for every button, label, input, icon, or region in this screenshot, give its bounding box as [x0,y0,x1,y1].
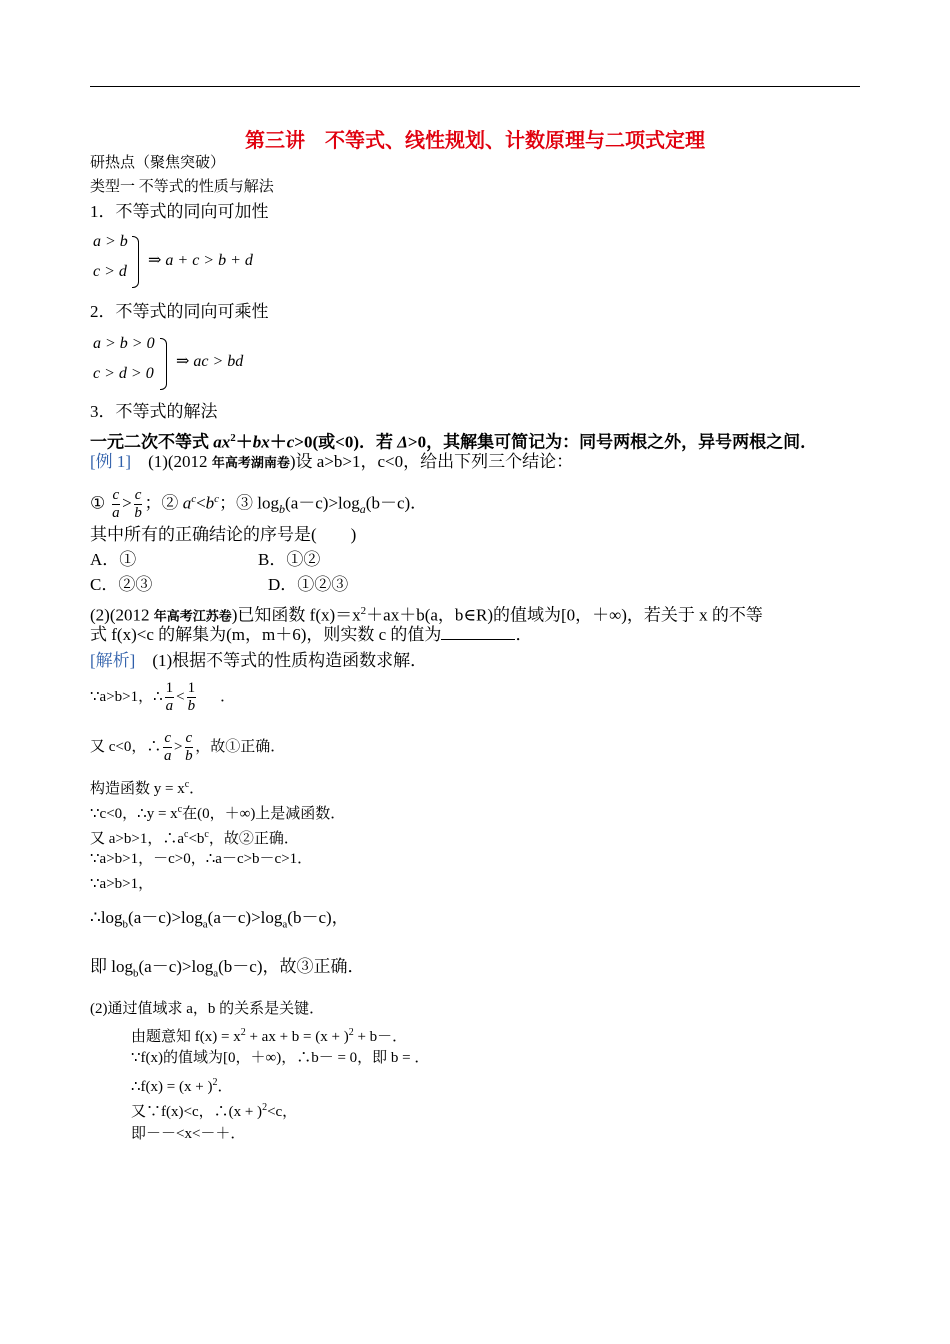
property-1-result: ⇒ a + c > b + d [148,252,253,269]
quadratic-rule: 一元二次不等式 $ax^2+bx+c>0$(或<0)．若 Δ>0，其解集可简记为：同号两根之外，异号两根之间． [90,432,818,452]
property-3-heading: 3．不等式的解法 [90,402,218,421]
step-8: $\therefore\log_b(a-c)>\log_a(a-c)>\log_a(b-c)$， [90,908,349,931]
property-2-heading: 2．不等式的同向可乘性 [90,302,269,321]
part-2-line-3: ∴f(x) = $(x + )^2$． [131,1077,233,1095]
step-4: ∵c<0，∴y = $x^c$在(0，＋∞)上是减函数． [90,804,346,822]
option-d: D．①②③ [268,575,349,594]
step-2: 又 c<0，∴ $\frac{c}{a}$ > $\frac{c}{b}$ ，故①正确． [90,730,286,765]
option-c: C．②③ [90,575,153,594]
step-7: ∵a>b>1， [90,876,154,892]
section-label: 研热点（聚焦突破） [90,155,226,171]
part-2-line-4: 又∵f(x)<c，∴(x + )$^2$<c， [131,1102,298,1120]
part-2-line-1: 由题意知 $f(x) = x^2$ + ax + $b = (x + )^2 + b-$． [131,1027,408,1045]
step-6: ∵a>b>1，－c>0，∴a－c>b－c>1． [90,851,313,867]
step-3: 构造函数 $y = x^c$． [90,779,205,797]
part-2-line-5: 即－－<x<－＋． [131,1126,246,1142]
part-2-line-2: ∵f(x)的值域为[0，＋∞)，∴b－ = 0，即 b = ． [131,1050,430,1066]
header-rule [90,86,860,87]
step-9: 即 $\log_b(a-c)>\log_a(b-c)$，故③正确． [90,957,365,980]
example-2-line-2: 式 f(x)<c 的解集为(m，m＋6)，则实数 c 的值为 ． [90,625,533,644]
property-1-heading: 1．不等式的同向可加性 [90,202,269,221]
answer-blank [441,625,515,640]
page-title: 第三讲 不等式、线性规划、计数原理与二项式定理 [245,130,705,152]
option-b: B．①② [258,550,321,569]
brace-2 [160,338,167,390]
step-1: ∵a>b>1，∴ $\frac{1}{a}$ < $\frac{1}{b}$ ． [90,680,236,715]
step-5: 又 a>b>1，$\therefore a^c<b^c$，故②正确． [90,829,299,847]
part-2-heading: (2)通过值域求 a，b 的关系是关键． [90,1001,325,1017]
type-label: 类型一 不等式的性质与解法 [90,179,274,195]
example-2-line-1: (2)(2012 年高考江苏卷)已知函数 $f(x)=x^2+ax+b(a$，b∈R)的值域为[0，＋∞)，若关于 x 的不等 [90,605,763,625]
analysis-heading: [解析] (1)根据不等式的性质构造函数求解． [90,651,428,670]
question-text: 其中所有的正确结论的序号是( ) [90,525,357,544]
option-a: A．① [90,550,137,569]
conclusions: ① $\frac{c}{a}$ > $\frac{c}{b}$ ；② $a^c<b^c$；③ $\log_b(a-c)>\log_a(b-c)$． [90,487,428,522]
property-2-result: ⇒ ac > bd [176,353,244,370]
example-1-statement: [例 1] (1)(2012 年高考湖南卷)设 a>b>1，c<0，给出下列三个结论： [90,452,574,471]
brace-1 [132,236,139,288]
